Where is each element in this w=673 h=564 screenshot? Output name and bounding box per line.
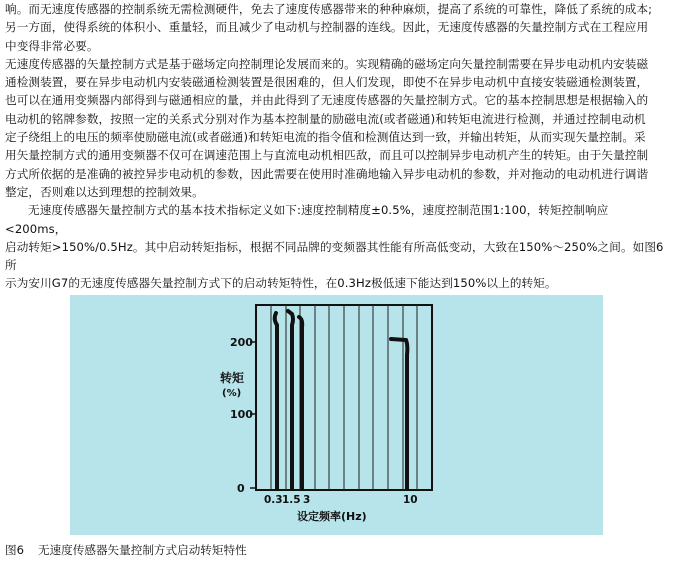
y-tick-label: 0 <box>237 482 245 495</box>
curve-0-3hz <box>275 313 277 489</box>
text-line: 无速度传感器矢量控制方式的基本技术指标定义如下:速度控制精度±0.5%，速度控制范围1:100，转矩控制响应<200ms， <box>5 203 609 236</box>
curve-3hz <box>299 317 302 489</box>
torque-chart <box>70 295 603 535</box>
curve-1-5hz <box>288 311 293 489</box>
text-line: 整定，否则难以达到理想的控制效果。 <box>5 184 204 199</box>
text-line: 定子绕组上的电压的频率使励磁电流(或者磁通)和转矩电流的指令值和检测值达到一致，并输出转矩，从而实现矢量控制。采 <box>5 130 646 145</box>
text-line: 电动机的铭牌参数，按照一定的关系式分别对作为基本控制量的励磁电流(或者磁通)和转矩电流进行检测，并通过控制电动机 <box>5 111 646 126</box>
curve-10hz <box>391 339 407 489</box>
text-line: 通检测装置，要在异步电动机内安装磁通检测装置是很困难的，但人们发现，即使不在异步电动机中直接安装磁通检测装置， <box>5 75 649 90</box>
text-line: 响。而无速度传感器的控制系统无需检测硬件，免去了速度传感器带来的种种麻烦，提高了系统的可靠性，降低了系统的成本; <box>5 2 653 16</box>
text-line: 用矢量控制方式的通用变频器不仅可在调速范围上与直流电动机相匹敌，而且可以控制异步电动机产生的转矩。由于矢量控制 <box>5 148 649 163</box>
caption-text: 无速度传感器矢量控制方式启动转矩特性 <box>37 543 247 557</box>
text-line: 启动转矩>150%/0.5Hz。其中启动转矩指标，根据不同品牌的变频器其性能有所高低变动，大致在150%～250%之间。如图6所 <box>5 239 664 273</box>
y-tick-label: 200 <box>230 336 253 349</box>
text-line: 无速度传感器的矢量控制方式是基于磁场定向控制理论发展而来的。实现精确的磁场定向矢量控制需要在异步电动机内安装磁 <box>5 56 649 71</box>
y-tick-label: 100 <box>230 408 253 421</box>
figure-6 <box>70 295 603 535</box>
text-line: 示为安川G7的无速度传感器矢量控制方式下的启动转矩特性，在0.3Hz极低速下能达到150%以上的转矩。 <box>5 276 557 291</box>
article-text <box>5 0 669 293</box>
x-tick-label: 10 <box>403 494 418 506</box>
x-tick-label: 1.5 <box>282 494 301 506</box>
text-line: 方式所依据的是准确的被控异步电动机的参数，因此需要在使用时准确地输入异步电动机的参数，并对拖动的电动机进行调谐 <box>5 166 649 181</box>
text-line: 中变得非常必要。 <box>5 38 99 53</box>
x-tick-label: 0.3 <box>264 494 283 506</box>
figure-caption <box>5 542 261 558</box>
text-line: 也可以在通用变频器内部得到与磁通相应的量，并由此得到了无速度传感器的矢量控制方式。它的基本控制思想是根据输入的 <box>5 93 649 108</box>
y-axis-label: 转矩 <box>220 371 245 385</box>
torque-curves <box>275 311 408 489</box>
y-axis-unit: (%) <box>222 388 242 399</box>
caption-number: 图6 <box>5 543 24 557</box>
x-tick-label: 3 <box>303 494 311 506</box>
x-axis-label: 设定频率(Hz) <box>297 510 367 523</box>
text-line: 另一方面，使得系统的体积小、重量轻，而且减少了电动机与控制器的连线。因此，无速度传感器的矢量控制方式在工程应用 <box>5 20 649 35</box>
